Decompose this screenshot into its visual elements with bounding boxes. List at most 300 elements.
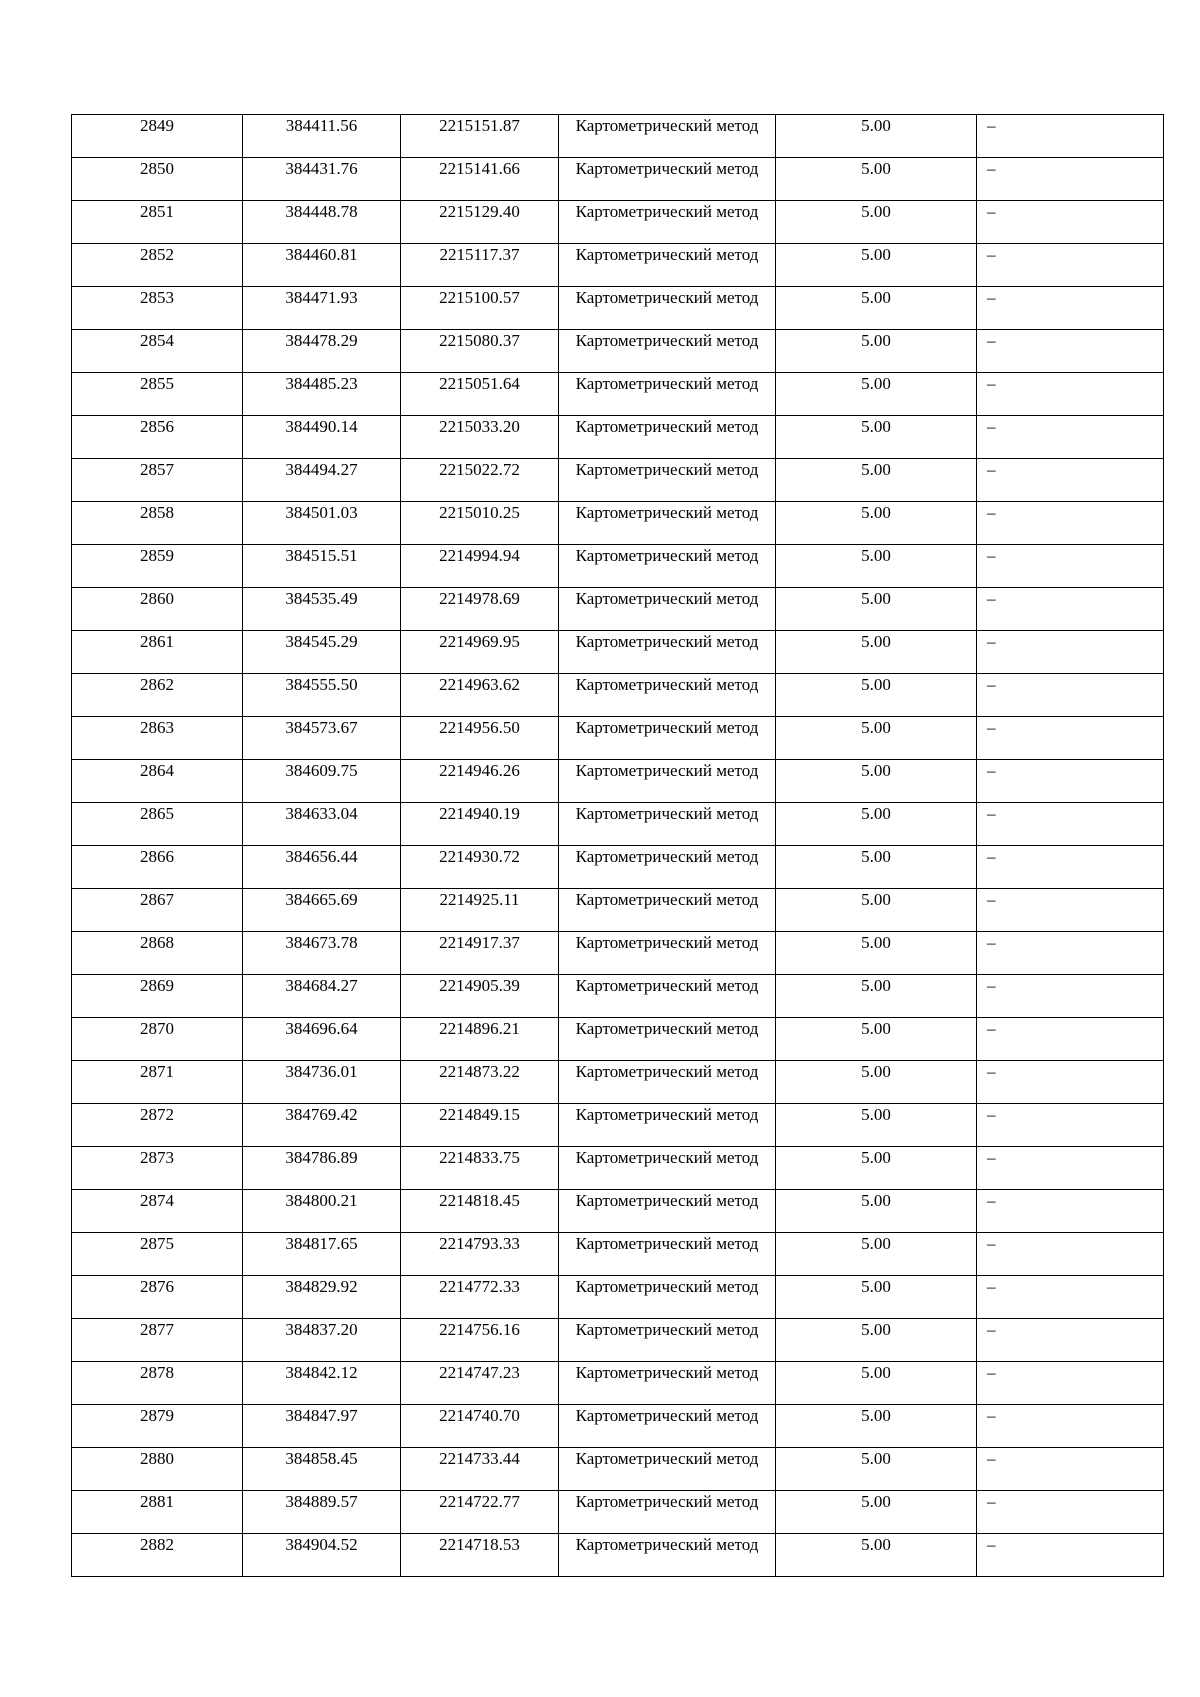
method-cell (559, 1405, 776, 1448)
note-text: – (987, 1535, 996, 1554)
y-coordinate-text: 2215141.66 (439, 159, 520, 178)
point-number-cell (72, 760, 243, 803)
y-coordinate-text: 2214849.15 (439, 1105, 520, 1124)
note-cell (977, 674, 1164, 717)
note-text: – (987, 1105, 996, 1124)
method-text: Картометрический метод (575, 159, 759, 178)
y-coordinate-cell (401, 1448, 559, 1491)
x-coordinate-cell (243, 1405, 401, 1448)
point-number-cell (72, 1491, 243, 1534)
point-number-text: 2875 (140, 1234, 174, 1253)
y-coordinate-text: 2214740.70 (439, 1406, 520, 1425)
x-coordinate-cell (243, 115, 401, 158)
note-text: – (987, 1062, 996, 1081)
x-coordinate-text: 384515.51 (285, 546, 358, 565)
note-text: – (987, 1492, 996, 1511)
y-coordinate-cell (401, 631, 559, 674)
method-cell (559, 932, 776, 975)
note-cell (977, 287, 1164, 330)
method-text: Картометрический метод (575, 331, 759, 350)
x-coordinate-cell (243, 1491, 401, 1534)
x-coordinate-text: 384471.93 (285, 288, 358, 307)
table-row (72, 1233, 1164, 1276)
accuracy-cell (776, 1534, 977, 1577)
point-number-cell (72, 1448, 243, 1491)
method-cell (559, 1147, 776, 1190)
accuracy-text: 5.00 (861, 718, 891, 737)
point-number-text: 2866 (140, 847, 174, 866)
y-coordinate-text: 2215051.64 (439, 374, 520, 393)
table-row (72, 330, 1164, 373)
method-text: Картометрический метод (575, 460, 759, 479)
point-number-cell (72, 244, 243, 287)
point-number-text: 2853 (140, 288, 174, 307)
method-text: Картометрический метод (575, 116, 759, 135)
point-number-cell (72, 373, 243, 416)
method-text: Картометрический метод (575, 1234, 759, 1253)
point-number-cell (72, 201, 243, 244)
x-coordinate-cell (243, 588, 401, 631)
table-row (72, 158, 1164, 201)
accuracy-text: 5.00 (861, 417, 891, 436)
method-cell (559, 760, 776, 803)
y-coordinate-text: 2214747.23 (439, 1363, 520, 1382)
point-number-cell (72, 115, 243, 158)
x-coordinate-cell (243, 674, 401, 717)
x-coordinate-cell (243, 1233, 401, 1276)
table-row (72, 1276, 1164, 1319)
y-coordinate-text: 2214917.37 (439, 933, 520, 952)
note-cell (977, 158, 1164, 201)
method-text: Картометрический метод (575, 1406, 759, 1425)
point-number-cell (72, 1061, 243, 1104)
note-cell (977, 1190, 1164, 1233)
table-row (72, 287, 1164, 330)
note-cell (977, 588, 1164, 631)
table-row (72, 373, 1164, 416)
table-row (72, 674, 1164, 717)
method-cell (559, 459, 776, 502)
table-row (72, 244, 1164, 287)
note-cell (977, 1534, 1164, 1577)
method-text: Картометрический метод (575, 1148, 759, 1167)
point-number-cell (72, 158, 243, 201)
method-text: Картометрический метод (575, 890, 759, 909)
y-coordinate-cell (401, 1534, 559, 1577)
accuracy-text: 5.00 (861, 245, 891, 264)
y-coordinate-text: 2214925.11 (439, 890, 520, 909)
y-coordinate-text: 2214994.94 (439, 546, 520, 565)
accuracy-text: 5.00 (861, 933, 891, 952)
point-number-text: 2877 (140, 1320, 174, 1339)
note-text: – (987, 374, 996, 393)
accuracy-cell (776, 158, 977, 201)
method-cell (559, 545, 776, 588)
accuracy-cell (776, 287, 977, 330)
point-number-text: 2876 (140, 1277, 174, 1296)
table-row (72, 1491, 1164, 1534)
method-text: Картометрический метод (575, 503, 759, 522)
point-number-text: 2864 (140, 761, 174, 780)
x-coordinate-text: 384501.03 (285, 503, 358, 522)
x-coordinate-cell (243, 502, 401, 545)
method-text: Картометрический метод (575, 374, 759, 393)
note-cell (977, 1276, 1164, 1319)
note-cell (977, 373, 1164, 416)
note-text: – (987, 417, 996, 436)
method-cell (559, 975, 776, 1018)
method-cell (559, 1061, 776, 1104)
method-cell (559, 631, 776, 674)
y-coordinate-cell (401, 330, 559, 373)
point-number-cell (72, 588, 243, 631)
accuracy-text: 5.00 (861, 1535, 891, 1554)
x-coordinate-text: 384633.04 (285, 804, 358, 823)
accuracy-text: 5.00 (861, 1234, 891, 1253)
y-coordinate-cell (401, 1362, 559, 1405)
table-row (72, 889, 1164, 932)
y-coordinate-text: 2215033.20 (439, 417, 520, 436)
note-cell (977, 1233, 1164, 1276)
method-text: Картометрический метод (575, 632, 759, 651)
y-coordinate-text: 2215100.57 (439, 288, 520, 307)
note-cell (977, 1362, 1164, 1405)
method-cell (559, 330, 776, 373)
y-coordinate-text: 2214896.21 (439, 1019, 520, 1038)
note-text: – (987, 1363, 996, 1382)
method-cell (559, 846, 776, 889)
accuracy-cell (776, 1147, 977, 1190)
x-coordinate-text: 384847.97 (285, 1406, 358, 1425)
y-coordinate-text: 2214946.26 (439, 761, 520, 780)
accuracy-cell (776, 1491, 977, 1534)
accuracy-text: 5.00 (861, 1277, 891, 1296)
point-number-cell (72, 889, 243, 932)
y-coordinate-cell (401, 1061, 559, 1104)
accuracy-cell (776, 373, 977, 416)
y-coordinate-cell (401, 1319, 559, 1362)
x-coordinate-text: 384448.78 (285, 202, 358, 221)
accuracy-cell (776, 416, 977, 459)
x-coordinate-text: 384490.14 (285, 417, 358, 436)
method-cell (559, 115, 776, 158)
note-cell (977, 545, 1164, 588)
method-cell (559, 889, 776, 932)
point-number-text: 2869 (140, 976, 174, 995)
table-row (72, 975, 1164, 1018)
note-cell (977, 502, 1164, 545)
table-row (72, 1018, 1164, 1061)
point-number-cell (72, 803, 243, 846)
note-text: – (987, 890, 996, 909)
note-cell (977, 1491, 1164, 1534)
point-number-cell (72, 1319, 243, 1362)
x-coordinate-cell (243, 459, 401, 502)
x-coordinate-text: 384889.57 (285, 1492, 358, 1511)
x-coordinate-text: 384829.92 (285, 1277, 358, 1296)
accuracy-text: 5.00 (861, 503, 891, 522)
method-text: Картометрический метод (575, 1320, 759, 1339)
method-text: Картометрический метод (575, 245, 759, 264)
x-coordinate-cell (243, 1147, 401, 1190)
x-coordinate-text: 384545.29 (285, 632, 358, 651)
point-number-text: 2861 (140, 632, 174, 651)
y-coordinate-cell (401, 502, 559, 545)
accuracy-cell (776, 717, 977, 760)
accuracy-text: 5.00 (861, 1449, 891, 1468)
y-coordinate-cell (401, 459, 559, 502)
table-row (72, 1061, 1164, 1104)
method-text: Картометрический метод (575, 675, 759, 694)
y-coordinate-cell (401, 158, 559, 201)
point-number-cell (72, 502, 243, 545)
x-coordinate-text: 384837.20 (285, 1320, 358, 1339)
point-number-text: 2855 (140, 374, 174, 393)
table-row (72, 1190, 1164, 1233)
table-row (72, 717, 1164, 760)
accuracy-cell (776, 1405, 977, 1448)
accuracy-text: 5.00 (861, 374, 891, 393)
accuracy-text: 5.00 (861, 1492, 891, 1511)
method-cell (559, 1104, 776, 1147)
y-coordinate-text: 2214978.69 (439, 589, 520, 608)
x-coordinate-text: 384817.65 (285, 1234, 358, 1253)
y-coordinate-text: 2214905.39 (439, 976, 520, 995)
table-row (72, 416, 1164, 459)
method-cell (559, 717, 776, 760)
x-coordinate-cell (243, 201, 401, 244)
point-number-text: 2882 (140, 1535, 174, 1554)
x-coordinate-cell (243, 631, 401, 674)
point-number-text: 2854 (140, 331, 174, 350)
y-coordinate-text: 2214818.45 (439, 1191, 520, 1210)
note-text: – (987, 331, 996, 350)
note-text: – (987, 847, 996, 866)
x-coordinate-text: 384665.69 (285, 890, 358, 909)
method-cell (559, 588, 776, 631)
note-cell (977, 760, 1164, 803)
y-coordinate-text: 2214833.75 (439, 1148, 520, 1167)
accuracy-text: 5.00 (861, 1320, 891, 1339)
y-coordinate-text: 2215129.40 (439, 202, 520, 221)
note-text: – (987, 1406, 996, 1425)
method-text: Картометрический метод (575, 804, 759, 823)
note-cell (977, 975, 1164, 1018)
method-cell (559, 244, 776, 287)
y-coordinate-text: 2214873.22 (439, 1062, 520, 1081)
y-coordinate-text: 2215022.72 (439, 460, 520, 479)
y-coordinate-text: 2214733.44 (439, 1449, 520, 1468)
note-text: – (987, 245, 996, 264)
x-coordinate-text: 384485.23 (285, 374, 358, 393)
accuracy-text: 5.00 (861, 976, 891, 995)
x-coordinate-cell (243, 975, 401, 1018)
point-number-text: 2851 (140, 202, 174, 221)
note-cell (977, 846, 1164, 889)
method-text: Картометрический метод (575, 1191, 759, 1210)
method-cell (559, 1233, 776, 1276)
y-coordinate-cell (401, 1190, 559, 1233)
accuracy-text: 5.00 (861, 116, 891, 135)
accuracy-cell (776, 932, 977, 975)
note-cell (977, 717, 1164, 760)
point-number-text: 2878 (140, 1363, 174, 1382)
point-number-text: 2865 (140, 804, 174, 823)
y-coordinate-text: 2214969.95 (439, 632, 520, 651)
note-text: – (987, 116, 996, 135)
method-cell (559, 1534, 776, 1577)
y-coordinate-cell (401, 975, 559, 1018)
accuracy-text: 5.00 (861, 847, 891, 866)
x-coordinate-text: 384431.76 (285, 159, 358, 178)
accuracy-cell (776, 1190, 977, 1233)
point-number-text: 2873 (140, 1148, 174, 1167)
x-coordinate-text: 384684.27 (285, 976, 358, 995)
x-coordinate-text: 384460.81 (285, 245, 358, 264)
y-coordinate-cell (401, 803, 559, 846)
note-cell (977, 803, 1164, 846)
point-number-text: 2852 (140, 245, 174, 264)
table-row (72, 1405, 1164, 1448)
note-text: – (987, 460, 996, 479)
point-number-cell (72, 416, 243, 459)
coordinates-table (71, 114, 1164, 1577)
y-coordinate-cell (401, 1491, 559, 1534)
accuracy-text: 5.00 (861, 1062, 891, 1081)
x-coordinate-text: 384673.78 (285, 933, 358, 952)
method-cell (559, 502, 776, 545)
y-coordinate-cell (401, 846, 559, 889)
table-body (72, 115, 1164, 1577)
point-number-text: 2874 (140, 1191, 174, 1210)
point-number-cell (72, 1147, 243, 1190)
y-coordinate-text: 2214963.62 (439, 675, 520, 694)
x-coordinate-text: 384573.67 (285, 718, 358, 737)
method-text: Картометрический метод (575, 976, 759, 995)
x-coordinate-text: 384535.49 (285, 589, 358, 608)
table-row (72, 459, 1164, 502)
accuracy-text: 5.00 (861, 288, 891, 307)
point-number-text: 2867 (140, 890, 174, 909)
note-cell (977, 1018, 1164, 1061)
method-text: Картометрический метод (575, 847, 759, 866)
y-coordinate-text: 2215080.37 (439, 331, 520, 350)
y-coordinate-cell (401, 674, 559, 717)
x-coordinate-text: 384555.50 (285, 675, 358, 694)
y-coordinate-cell (401, 932, 559, 975)
accuracy-cell (776, 1018, 977, 1061)
note-cell (977, 459, 1164, 502)
point-number-cell (72, 1104, 243, 1147)
x-coordinate-cell (243, 717, 401, 760)
note-cell (977, 1061, 1164, 1104)
note-text: – (987, 761, 996, 780)
y-coordinate-cell (401, 1405, 559, 1448)
accuracy-cell (776, 1448, 977, 1491)
point-number-text: 2862 (140, 675, 174, 694)
x-coordinate-cell (243, 244, 401, 287)
method-text: Картометрический метод (575, 202, 759, 221)
method-text: Картометрический метод (575, 1277, 759, 1296)
accuracy-cell (776, 1362, 977, 1405)
point-number-text: 2850 (140, 159, 174, 178)
note-text: – (987, 1277, 996, 1296)
note-cell (977, 932, 1164, 975)
note-cell (977, 631, 1164, 674)
note-text: – (987, 1449, 996, 1468)
accuracy-cell (776, 1319, 977, 1362)
point-number-cell (72, 287, 243, 330)
x-coordinate-text: 384904.52 (285, 1535, 358, 1554)
note-cell (977, 330, 1164, 373)
point-number-cell (72, 1190, 243, 1233)
method-cell (559, 1018, 776, 1061)
point-number-cell (72, 1233, 243, 1276)
accuracy-cell (776, 674, 977, 717)
x-coordinate-text: 384411.56 (285, 116, 358, 135)
note-text: – (987, 1191, 996, 1210)
method-cell (559, 1491, 776, 1534)
x-coordinate-cell (243, 1448, 401, 1491)
note-text: – (987, 632, 996, 651)
x-coordinate-text: 384769.42 (285, 1105, 358, 1124)
accuracy-cell (776, 588, 977, 631)
x-coordinate-cell (243, 846, 401, 889)
accuracy-text: 5.00 (861, 632, 891, 651)
method-text: Картометрический метод (575, 1062, 759, 1081)
method-cell (559, 1319, 776, 1362)
table-row (72, 1147, 1164, 1190)
method-text: Картометрический метод (575, 417, 759, 436)
accuracy-text: 5.00 (861, 331, 891, 350)
point-number-cell (72, 545, 243, 588)
x-coordinate-text: 384858.45 (285, 1449, 358, 1468)
x-coordinate-cell (243, 330, 401, 373)
point-number-cell (72, 330, 243, 373)
x-coordinate-cell (243, 932, 401, 975)
y-coordinate-text: 2214756.16 (439, 1320, 520, 1339)
table-row (72, 1104, 1164, 1147)
y-coordinate-text: 2215151.87 (439, 116, 520, 135)
point-number-cell (72, 975, 243, 1018)
note-cell (977, 1405, 1164, 1448)
method-cell (559, 158, 776, 201)
accuracy-text: 5.00 (861, 1148, 891, 1167)
y-coordinate-cell (401, 1104, 559, 1147)
accuracy-cell (776, 201, 977, 244)
y-coordinate-text: 2214718.53 (439, 1535, 520, 1554)
note-text: – (987, 503, 996, 522)
note-text: – (987, 546, 996, 565)
y-coordinate-cell (401, 244, 559, 287)
note-cell (977, 201, 1164, 244)
method-cell (559, 1362, 776, 1405)
note-text: – (987, 675, 996, 694)
accuracy-cell (776, 330, 977, 373)
point-number-text: 2868 (140, 933, 174, 952)
accuracy-text: 5.00 (861, 202, 891, 221)
table-row (72, 545, 1164, 588)
method-cell (559, 1448, 776, 1491)
note-text: – (987, 933, 996, 952)
method-text: Картометрический метод (575, 761, 759, 780)
accuracy-text: 5.00 (861, 1363, 891, 1382)
method-text: Картометрический метод (575, 1105, 759, 1124)
method-text: Картометрический метод (575, 933, 759, 952)
accuracy-cell (776, 803, 977, 846)
x-coordinate-text: 384736.01 (285, 1062, 358, 1081)
point-number-cell (72, 846, 243, 889)
